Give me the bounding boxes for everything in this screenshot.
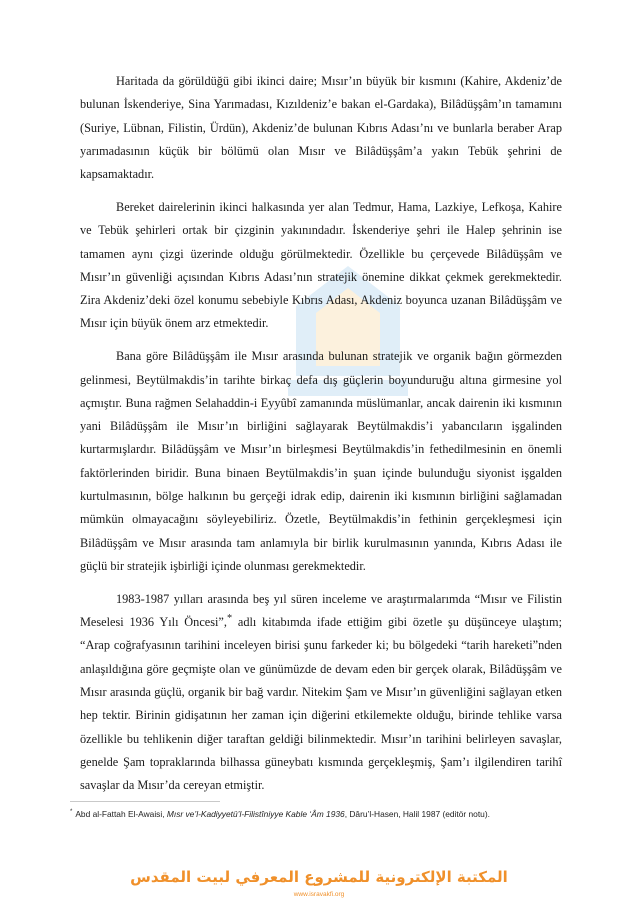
footnote-marker: * <box>70 809 73 816</box>
paragraph-1: Haritada da görüldüğü gibi ikinci daire; Mısır’ın büyük bir kısmını (Kahire, Akdeniz’de bulunan İskenderiye, Sina Yarımadası, Kızıldeniz’e bakan el-Gardaka), Bilâdüşşâm’ın tamamını (Suriye, Lübnan, Filistin, Ürdün), Akdeniz’de bulunan Kıbrıs Adası’nı ve bunlarla beraber Arap yarımadasının küçük bir bölümü olan Mısır ve Bilâdüşşâm’a yakın Tebük şehrini de kapsamaktadır. <box>80 74 562 182</box>
footnote-reference[interactable]: * <box>226 612 233 624</box>
footnote-divider <box>70 801 220 802</box>
footer-url-link[interactable]: www.isravakfi.org <box>293 891 345 898</box>
footnote <box>70 809 590 820</box>
paragraph-3: Bana göre Bilâdüşşâm ile Mısır arasında bulunan stratejik ve organik bağın görmezden gelinmesi, Beytülmakdis’in tarihte birkaç defa dış güçlerin boyunduruğu altına girmesine yol açmıştır. Buna rağmen Selahaddin-i Eyyûbî zamanında müslümanlar, ancak dairenin iki kısmının yani Bilâdüşşâm ile Mısır’ın birliğini sağlayarak Beytülmakdis’i yabancıların işgalinden kurtarmışlardır. Bilâdüşşâm ve Mısır’ın birleşmesi Beytülmakdis’in fethedilmesinin en önemli faktörlerinden biridir. Buna binaen Beytülmakdis’in şuan içinde bulunduğu siyonist işgalden kurtulmasının, bölge halkının bu gerçeği idrak edip, dairenin iki kısmının birliğini sağlamadan mümkün olmayacağını söyleyebiliriz. Özetle, Beytülmakdis’in fethinin gerçekleşmesi için Bilâdüşşâm ve Mısır arasında tam anlamıyla bir birlik kurulmasının yanında, Kıbrıs Adası ile güçlü bir stratejik işbirliği içinde olunması gerekmektedir. <box>80 349 562 573</box>
paragraph-4-before-note: 1983-1987 yılları arasında beş yıl süren inceleme ve araştırmalarımda “Mısır ve Filistin Meselesi 1936 Yılı Öncesi”, <box>80 591 562 630</box>
paragraph-2: Bereket dairelerinin ikinci halkasında yer alan Tedmur, Hama, Lazkiye, Lefkoşa, Kahire ve Tebük şehirleri ortak bir çizginin yakınındadır. İskenderiye şehri ile Halep şehrinin ise tamamen aynı çizgi üzerinde olduğu görülmektedir. Özellikle bu çerçevede Bilâdüşşâm ve Mısır’ın güvenliği açısından Kıbrıs Adası’nın stratejik önemine dikkat çekmek gerekmektedir. Zira Akdeniz’deki özel konumu sebebiyle Kıbrıs Adası, Akdeniz boyunca uzanan Bilâdüşşâm ve Mısır için büyük önem arz etmektedir. <box>80 199 562 331</box>
paragraph-4 <box>80 588 562 798</box>
article-body <box>80 70 562 807</box>
paragraph-4-after-note: adlı kitabımda ifade ettiğim gibi özetle şu düşünceye ulaştım; “Arap coğrafyasının tarihini inceleyen birisi şunu farkeder ki; bu bölgedeki “tarih hareketi”nden anlaşıldığına göre geçmişte olan ve günümüzde de devam eden bir gerçek olarak, Bilâdüşşâm ve Mısır arasında güçlü, organik bir bağ vardır. Nitekim Şam ve Mısır’ın güvenliğini sağlayan etken hep tektir. Birinin gidişatının her zaman için diğerini etkilemekte olduğu, birinde tehlike varsa özellikle bu tehlikenin diğer taraftan geldiği bilinmektedir. Mısır’ın tarihini belirleyen savaşlar, genelde Şam topraklarında bilhassa güneybatı kısmında gerçekleşmiş, Şam’ı ilgilendiren tarihî savaşlar da Mısır’da cereyan etmiştir. <box>80 615 562 793</box>
footnote-author: Abd al-Fattah El-Awaisi, <box>75 809 167 819</box>
footnote-book-title: Mısr ve’l-Kadiyyetü’l-Filistîniyye Kable ‘Âm 1936 <box>166 809 345 819</box>
footnote-publisher: , Dâru’l-Hasen, Halil 1987 (editör notu). <box>344 809 490 819</box>
footer-library-name: المكتبة الإلكترونية للمشروع المعرفي لبيت المقدس <box>130 868 508 886</box>
